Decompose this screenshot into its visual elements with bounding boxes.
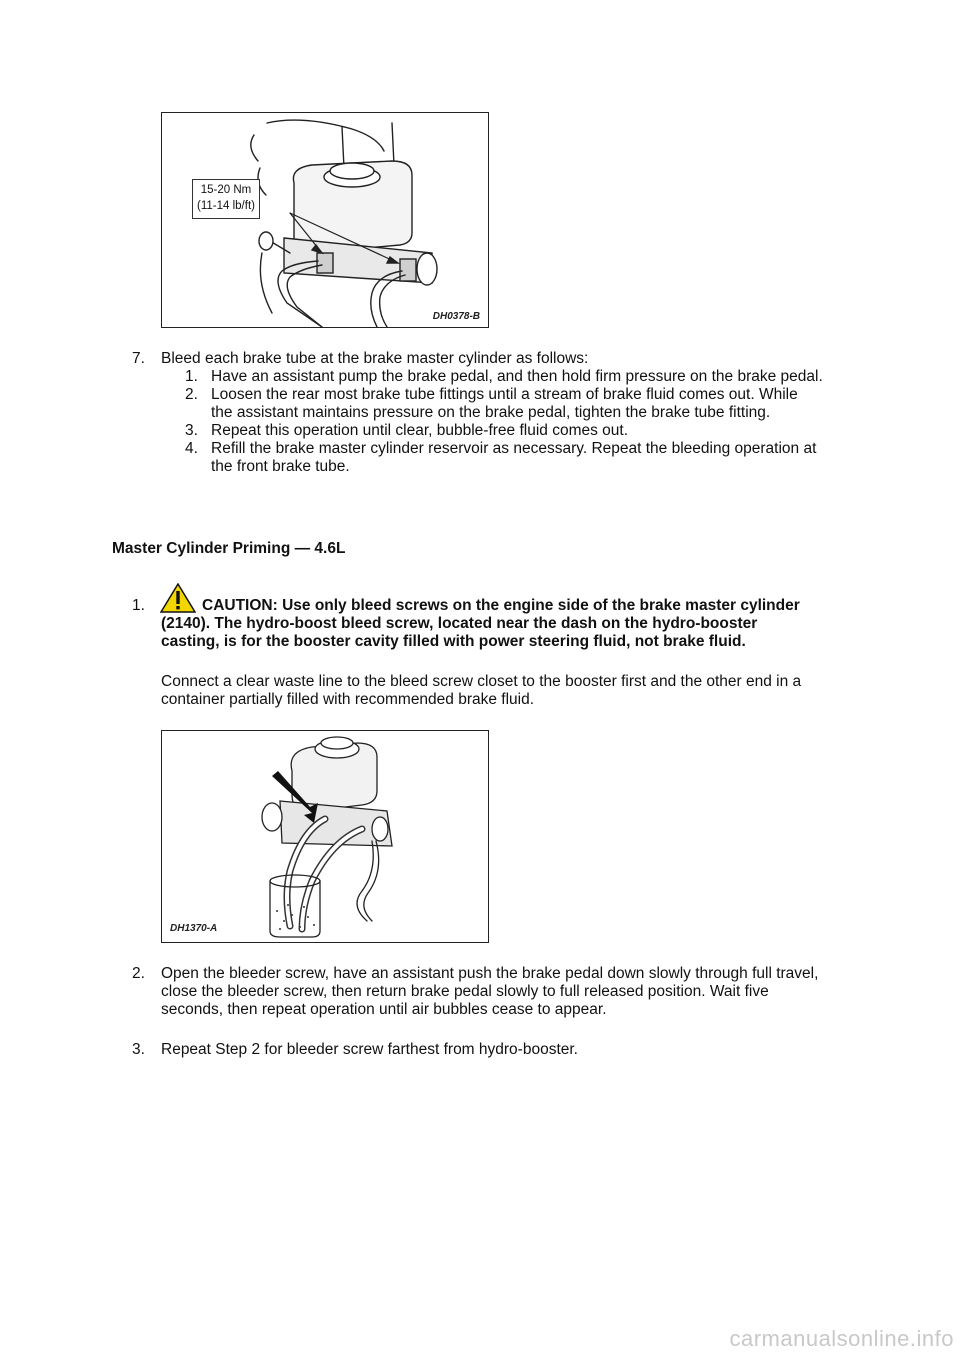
step3-number: 3. bbox=[132, 1041, 145, 1058]
caution-icon bbox=[160, 583, 196, 613]
step7-sub1-number: 1. bbox=[185, 368, 198, 385]
torque-callout-line2: (11-14 lb/ft) bbox=[197, 200, 255, 212]
step1-body-line2: container partially filled with recommended brake fluid. bbox=[161, 691, 535, 708]
caution-line2: (2140). The hydro-boost bleed screw, located near the dash on the hydro-booster bbox=[161, 615, 758, 632]
caution-line3: casting, is for the booster cavity filled with power steering fluid, not brake fluid. bbox=[161, 633, 746, 650]
step7-sub2-number: 2. bbox=[185, 386, 198, 403]
step7-sub4-text: Refill the brake master cylinder reservoir as necessary. Repeat the bleeding operation at bbox=[211, 440, 817, 457]
watermark: carmanualsonline.info bbox=[729, 1326, 954, 1351]
torque-callout bbox=[192, 179, 260, 219]
section-heading: Master Cylinder Priming — 4.6L bbox=[112, 540, 346, 557]
step7-sub2-text: Loosen the rear most brake tube fittings until a stream of brake fluid comes out. While bbox=[211, 386, 798, 403]
step7-sub4-text-cont: the front brake tube. bbox=[211, 458, 350, 475]
step2-line1: Open the bleeder screw, have an assistant push the brake pedal down slowly through full travel, bbox=[161, 965, 819, 982]
step7-sub2-text-cont: the assistant maintains pressure on the brake pedal, tighten the brake tube fitting. bbox=[211, 404, 771, 421]
step1-number: 1. bbox=[132, 597, 145, 614]
figure-code: DH0378-B bbox=[432, 311, 480, 322]
step2-number: 2. bbox=[132, 965, 145, 982]
figure-bleed-lines bbox=[161, 730, 489, 943]
step7-sub1-text: Have an assistant pump the brake pedal, and then hold firm pressure on the brake pedal. bbox=[211, 368, 823, 385]
step2-line2: close the bleeder screw, then return brake pedal slowly to full released position. Wait five bbox=[161, 983, 769, 1000]
step7-text: Bleed each brake tube at the brake master cylinder as follows: bbox=[161, 350, 589, 367]
caution-line1: CAUTION: Use only bleed screws on the engine side of the brake master cylinder bbox=[202, 597, 800, 614]
figure-master-cylinder-torque bbox=[161, 112, 489, 328]
step3-text: Repeat Step 2 for bleeder screw farthest from hydro-booster. bbox=[161, 1041, 578, 1058]
torque-callout-line1: 15-20 Nm bbox=[200, 184, 252, 196]
bleed-setup-illustration bbox=[162, 731, 488, 942]
step7-number: 7. bbox=[132, 350, 145, 367]
figure-code: DH1370-A bbox=[170, 923, 218, 934]
master-cylinder-illustration bbox=[162, 113, 488, 327]
step7-sub3-text: Repeat this operation until clear, bubble-free fluid comes out. bbox=[211, 422, 629, 439]
step1-body-line1: Connect a clear waste line to the bleed screw closet to the booster first and the other end in a bbox=[161, 673, 802, 690]
step7-sub3-number: 3. bbox=[185, 422, 198, 439]
step2-line3: seconds, then repeat operation until air bubbles cease to appear. bbox=[161, 1001, 607, 1018]
step7-sub4-number: 4. bbox=[185, 440, 198, 457]
